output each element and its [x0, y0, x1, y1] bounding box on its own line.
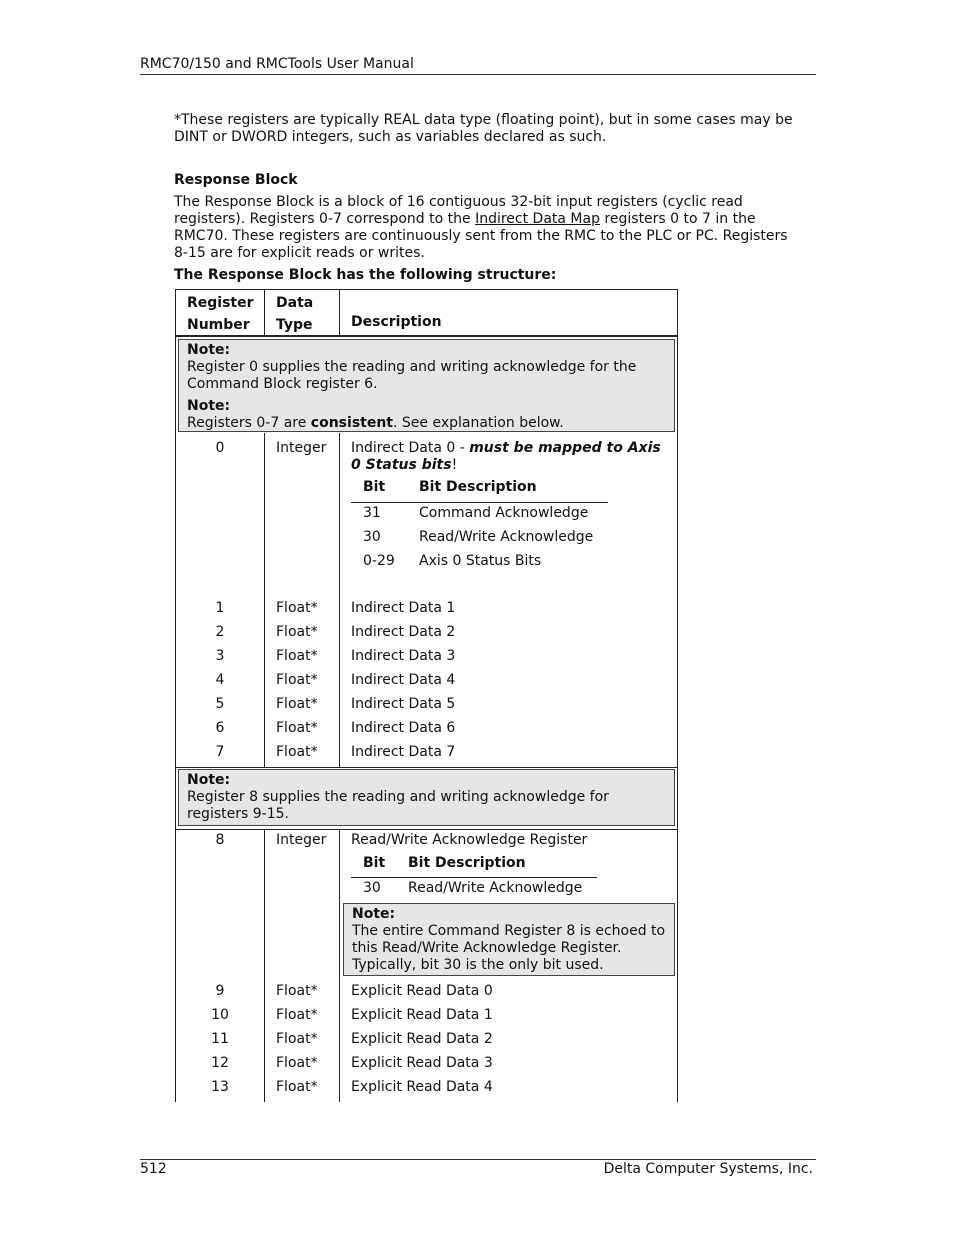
register-number: 3	[215, 648, 225, 664]
bit-description-header: Bit Description	[419, 479, 537, 495]
data-type: Float*	[276, 720, 318, 736]
header-description: Description	[351, 314, 442, 330]
bit-number: 0-29	[363, 553, 395, 569]
data-type: Float*	[276, 600, 318, 616]
footnote-paragraph: *These registers are typically REAL data type (floating point), but in some cases may be DINT or DWORD integers, such as variables declared as such.	[174, 112, 793, 145]
register-number: 5	[215, 696, 225, 712]
data-type: Float*	[276, 672, 318, 688]
register-number: 12	[211, 1055, 229, 1071]
response-block-paragraph: The Response Block is a block of 16 contiguous 32-bit input registers (cyclic read registers). Registers 0-7 correspond to the Indirect Data Map registers 0 to 7 in the RMC70. These registers are continuously sent from the RMC to the PLC or PC. Registers 8-15 are for explicit reads or writes.	[174, 194, 788, 261]
col-divider	[264, 829, 265, 1102]
page-number: 512	[140, 1161, 167, 1177]
bit-header: Bit	[363, 479, 386, 495]
data-type: Integer	[276, 832, 327, 848]
bit-number: 30	[363, 529, 381, 545]
register-description: Explicit Read Data 3	[351, 1055, 493, 1071]
register-description: Indirect Data 5	[351, 696, 456, 712]
section-heading: Response Block	[174, 172, 298, 188]
register-number: 2	[215, 624, 225, 640]
col-divider	[264, 433, 265, 767]
register-number: 4	[215, 672, 225, 688]
bit-table-divider	[351, 877, 597, 878]
register-description: Indirect Data 3	[351, 648, 456, 664]
bit-description: Read/Write Acknowledge	[419, 529, 594, 545]
data-type: Float*	[276, 624, 318, 640]
register-number: 9	[215, 983, 225, 999]
table-right-border	[677, 289, 678, 1102]
register-number: 0	[215, 440, 225, 456]
row-divider	[175, 767, 678, 768]
register-description: Explicit Read Data 0	[351, 983, 493, 999]
indirect-data-map-link[interactable]: Indirect Data Map	[475, 211, 600, 227]
register-description: Indirect Data 1	[351, 600, 456, 616]
data-type: Float*	[276, 744, 318, 760]
register-description: Explicit Read Data 4	[351, 1079, 493, 1095]
header-divider	[140, 74, 816, 75]
page-header-title: RMC70/150 and RMCTools User Manual	[140, 56, 414, 72]
register-description: Indirect Data 0 - must be mapped to Axis 0 Status bits!	[351, 440, 661, 473]
register-number: 11	[211, 1031, 229, 1047]
structure-title: The Response Block has the following structure:	[174, 267, 557, 283]
data-type: Integer	[276, 440, 327, 456]
bit-description: Axis 0 Status Bits	[419, 553, 542, 569]
header-data-type: Data Type	[276, 295, 314, 333]
data-type: Float*	[276, 1055, 318, 1071]
data-type: Float*	[276, 696, 318, 712]
col-divider	[339, 289, 340, 337]
data-type: Float*	[276, 648, 318, 664]
bit-description: Read/Write Acknowledge	[408, 880, 583, 896]
register-description: Indirect Data 4	[351, 672, 456, 688]
data-type: Float*	[276, 1007, 318, 1023]
data-type: Float*	[276, 983, 318, 999]
note-box: Note: Register 8 supplies the reading and writing acknowledge for registers 9-15.	[178, 769, 675, 826]
col-divider	[339, 829, 340, 1102]
register-number: 13	[211, 1079, 229, 1095]
col-divider	[264, 289, 265, 337]
footer-divider	[140, 1159, 816, 1160]
header-register-number: Register Number	[187, 295, 254, 333]
note-box: Note: The entire Command Register 8 is echoed to this Read/Write Acknowledge Register. Typically, bit 30 is the only bit used.	[343, 903, 675, 976]
register-description: Explicit Read Data 2	[351, 1031, 493, 1047]
bit-number: 30	[363, 880, 381, 896]
table-top-border	[175, 289, 678, 290]
bit-number: 31	[363, 505, 381, 521]
data-type: Float*	[276, 1079, 318, 1095]
register-number: 10	[211, 1007, 229, 1023]
register-description: Explicit Read Data 1	[351, 1007, 493, 1023]
register-description: Indirect Data 6	[351, 720, 456, 736]
register-description: Indirect Data 7	[351, 744, 456, 760]
bit-description: Command Acknowledge	[419, 505, 589, 521]
bit-header: Bit	[363, 855, 386, 871]
row-divider	[175, 829, 678, 830]
bit-table-divider	[351, 502, 608, 503]
register-number: 6	[215, 720, 225, 736]
footer-company: Delta Computer Systems, Inc.	[603, 1161, 813, 1177]
register-number: 1	[215, 600, 225, 616]
bit-description-header: Bit Description	[408, 855, 526, 871]
register-description: Read/Write Acknowledge Register	[351, 832, 588, 848]
register-number: 7	[215, 744, 225, 760]
col-divider	[339, 433, 340, 767]
note-box: Note: Register 0 supplies the reading and writing acknowledge for the Command Block register 6. Note: Registers 0-7 are consistent. See explanation below.	[178, 339, 675, 432]
data-type: Float*	[276, 1031, 318, 1047]
register-number: 8	[215, 832, 225, 848]
register-description: Indirect Data 2	[351, 624, 456, 640]
